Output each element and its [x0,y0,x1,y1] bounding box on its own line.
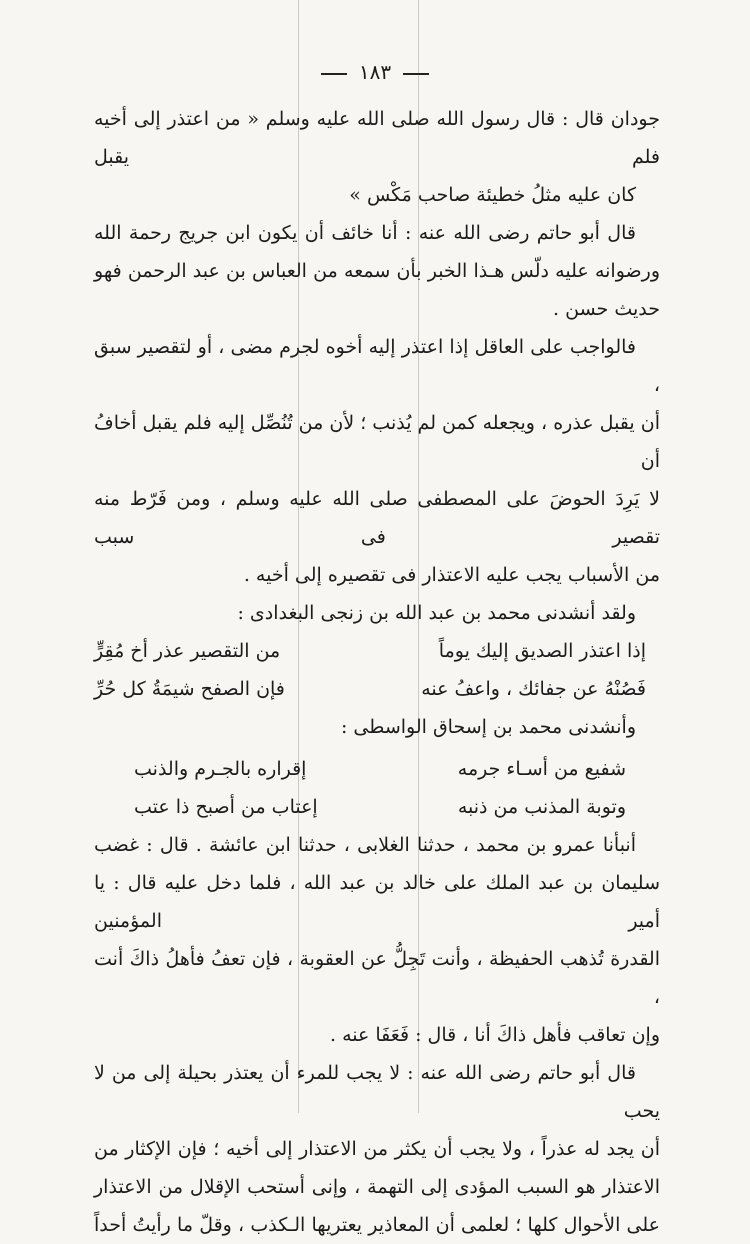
paragraph-sulayman [94,826,660,1054]
verse-line [94,670,660,708]
poem-1 [94,632,660,708]
page-number: ١٨٣ [358,60,392,84]
verse-line [94,750,660,788]
text-line: وأنشدنى محمد بن إسحاق الواسطى : [340,716,636,738]
text-line: فالواجب على العاقل إذا اعتذر إليه أخوه لجرم مضى ، أو لتقصير سبق ، [94,336,660,396]
text-line: الاعتذار هو السبب المؤدى إلى التهمة ، وإنى أستحب الإقلال من الاعتذار [94,1176,660,1198]
verse-line [94,788,660,826]
verse-first-hemistich: إذا اعتذر الصديق إليك يوماً [438,640,646,662]
verse-line [94,632,660,670]
verse-second-hemistich: إقراره بالجـرم والذنب [134,758,307,780]
paragraph-abu-hatim-2 [94,1054,660,1244]
text-line: قال أبو حاتم رضى الله عنه : أنا خائف أن يكون ابن جريج رحمة الله [94,222,636,244]
text-line: كان عليه مثلُ خطيئة صاحب مَكْس » [349,184,636,206]
verse-second-hemistich: إعتاب من أصبح ذا عتب [134,796,318,818]
text-line: على الأحوال كلها ؛ لعلمى أن المعاذير يعتريها الـكذب ، وقلّ ما رأيتُ أحداً [94,1214,660,1236]
verse-first-hemistich: شفيع من أسـاء جرمه [457,758,626,780]
verse-second-hemistich: من التقصير عذر أخ مُقِرٍّ [94,640,281,662]
text-line: ولقد أنشدنى محمد بن عبد الله بن زنجى البغدادى : [237,602,636,624]
poem-2 [94,750,660,826]
text-line: سليمان بن عبد الملك على خالد بن عبد الله ، فلما دخل عليه قال : يا أمير المؤمنين [94,872,660,932]
paragraph-abu-hatim-1 [94,214,660,328]
paragraph-anshadani-1 [94,594,660,632]
text-line: جودان قال : قال رسول الله صلى الله عليه وسلم « من اعتذر إلى أخيه فلم يقبل [94,108,660,168]
text-line: القدرة تُذهب الحفيظة ، وأنت تَجِلُّ عن العقوبة ، فإن تعفُ فأهلُ ذاكَ أنت ، [94,948,660,1008]
paragraph-hadith [94,100,660,214]
header-dash-left [321,73,347,75]
text-line: لا يَرِدَ الحوضَ على المصطفى صلى الله عليه وسلم ، ومن فَرّط منه تقصير فى سبب [94,488,660,548]
text-line: وإن تعاقب فأهل ذاكَ أنا ، قال : فَعَفَا عنه . [330,1024,660,1046]
body-text [94,100,660,1244]
text-line: أنبأنا عمرو بن محمد ، حدثنا الغلابى ، حدثنا ابن عائشة . قال : غضب [94,834,636,856]
text-line: قال أبو حاتم رضى الله عنه : لا يجب للمرء أن يعتذر بحيلة إلى من لا يحب [94,1062,660,1122]
text-line: حديث حسن . [553,298,660,320]
verse-second-hemistich: فإن الصفح شيمَةُ كل حُرِّ [94,678,285,700]
page-header [0,60,750,84]
paragraph-wajib [94,328,660,594]
text-line: ورضوانه عليه دلّس هـذا الخبر بأن سمعه من العباس بن عبد الرحمن فهو [94,260,660,282]
paragraph-anshadani-2 [94,708,660,746]
text-line: أن يجد له عذراً ، ولا يجب أن يكثر من الاعتذار إلى أخيه ؛ فإن الإكثار من [94,1138,660,1160]
verse-first-hemistich: وتوبة المذنب من ذنبه [457,796,626,818]
verse-first-hemistich: فَصُنْهُ عن جفائك ، واعفُ عنه [421,678,646,700]
text-line: من الأسباب يجب عليه الاعتذار فى تقصيره إلى أخيه . [243,564,660,586]
header-dash-right [403,73,429,75]
text-line: أن يقبل عذره ، ويجعله كمن لم يُذنب ؛ لأن من تُنُصِّل إليه فلم يقبل أخافُ أن [94,412,660,472]
